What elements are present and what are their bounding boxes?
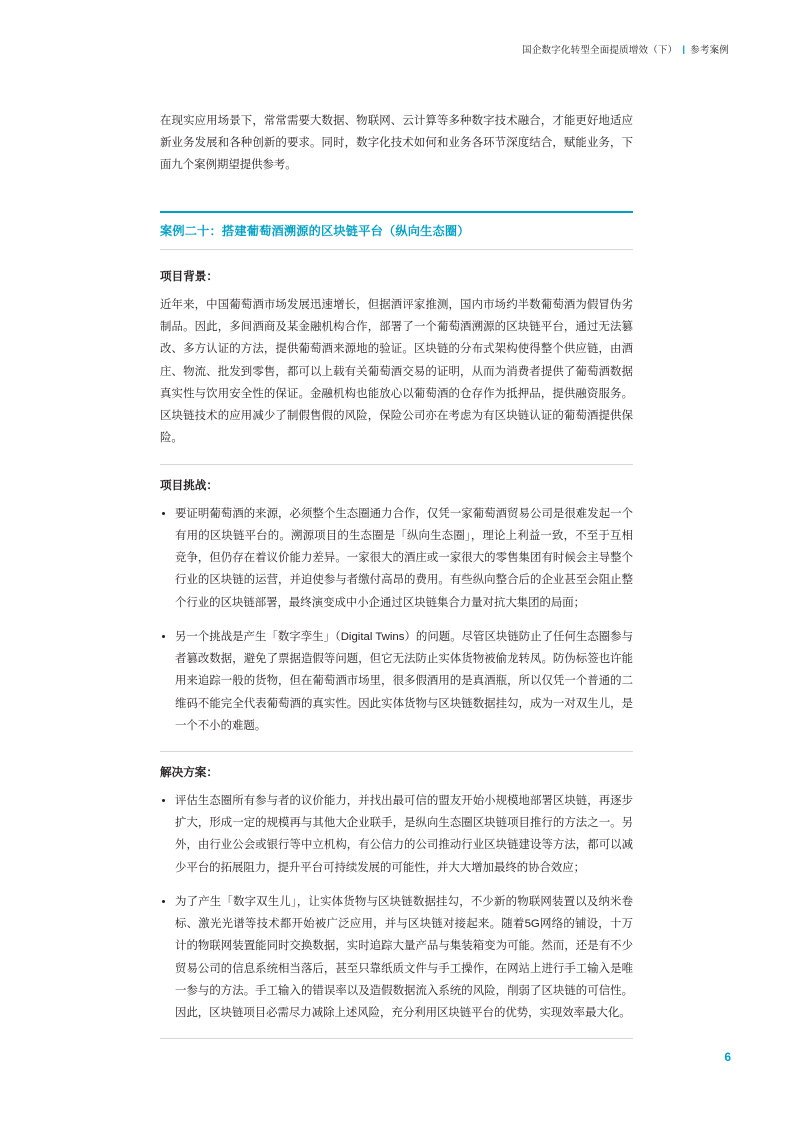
header-document-title: 国企数字化转型全面提质增效（下） xyxy=(522,45,678,56)
list-item: 为了产生「数字双生儿」，让实体货物与区块链数据挂勾，不少新的物联网装置以及纳米卷标、激光光谱等技术都开始被广泛应用，并与区块链对接起来。随着5G网络的铺设，十万计的物联网装置能同时交换数据，实时追踪大量产品与集装箱变为可能。然而，还是有不少贸易公司的信息系统相当落后，甚至只靠纸质文件与手工操作，在网站上进行手工输入是唯一参与的方法。手工输入的错误率以及造假数据流入系统的风险，削弱了区块链的可信性。因此，区块链项目必需尽力减除上述风险，充分利用区块链平台的优势，实现效率最大化。 xyxy=(160,891,633,1024)
page-content xyxy=(160,110,633,1045)
section-background xyxy=(160,268,633,465)
section-divider xyxy=(160,464,633,465)
section-divider xyxy=(160,1038,633,1039)
page-number: 6 xyxy=(724,1050,731,1064)
section-challenges xyxy=(160,477,633,752)
list-item: 另一个挑战是产生「数字孪生」（Digital Twins）的问题。尽管区块链防止了任何生态圈参与者篡改数据，避免了票据造假等问题，但它无法防止实体货物被偷龙转凤。防伪标签也许能用来追踪一般的货物，但在葡萄酒市场里，很多假酒用的是真酒瓶，所以仅凭一个普通的二维码不能完全代表葡萄酒的真实性。因此实体货物与区块链数据挂勾，成为一对双生儿，是一个不小的难题。 xyxy=(160,626,633,737)
case-title-bar xyxy=(160,211,633,250)
solution-list xyxy=(160,790,633,1024)
section-body-background: 近年来，中国葡萄酒市场发展迅速增长，但据酒评家推测，国内市场约半数葡萄酒为假冒伪劣制品。因此，多间酒商及某金融机构合作，部署了一个葡萄酒溯源的区块链平台，通过无法篡改、多方认证的方法，提供葡萄酒来源地的验证。区块链的分布式架构使得整个供应链，由酒庄、物流、批发到零售，都可以上载有关葡萄酒交易的证明，从而为消费者提供了葡萄酒数据真实性与饮用安全性的保证。金融机构也能放心以葡萄酒的仓存作为抵押品，提供融资服务。区块链技术的应用减少了制假售假的风险，保险公司亦在考虑为有区块链认证的葡萄酒提供保险。 xyxy=(160,299,633,445)
section-solution xyxy=(160,764,633,1039)
list-item: 评估生态圈所有参与者的议价能力，并找出最可信的盟友开始小规模地部署区块链，再逐步扩大，形成一定的规模再与其他大企业联手，是纵向生态圈区块链项目推行的方法之一。另外，由行业公会或银行等中立机构，有公信力的公司推动行业区块链建设等方法，都可以减少平台的拓展阻力，提升平台可持续发展的可能性，并大大增加最终的协合效应； xyxy=(160,790,633,879)
section-heading-challenges: 项目挑战： xyxy=(160,478,218,492)
intro-paragraph: 在现实应用场景下，常常需要大数据、物联网、云计算等多种数字技术融合，才能更好地适应新业务发展和各种创新的要求。同时，数字化技术如何和业务各环节深度结合，赋能业务，下面九个案例期望提供参考。 xyxy=(160,115,633,172)
section-divider xyxy=(160,751,633,752)
page-header xyxy=(522,42,729,56)
section-heading-solution: 解决方案： xyxy=(160,765,218,779)
list-item: 要证明葡萄酒的来源，必须整个生态圈通力合作，仅凭一家葡萄酒贸易公司是很难发起一个有用的区块链平台的。溯源项目的生态圈是「纵向生态圈」，理论上利益一致，不至于互相竞争，但仍存在着议价能力差异。一家很大的酒庄或一家很大的零售集团有时候会主导整个行业的区块链的运营，并迫使参与者缴付高昂的费用。有些纵向整合后的企业甚至会阻止整个行业的区块链部署，最终演变成中小企通过区块链集合力量对抗大集团的局面； xyxy=(160,503,633,614)
header-section-name: 参考案例 xyxy=(690,45,729,56)
case-title: 案例二十：搭建葡萄酒溯源的区块链平台（纵向生态圈） xyxy=(160,223,470,238)
section-heading-background: 项目背景： xyxy=(160,270,218,283)
header-separator: | xyxy=(682,43,686,55)
challenges-list xyxy=(160,503,633,737)
